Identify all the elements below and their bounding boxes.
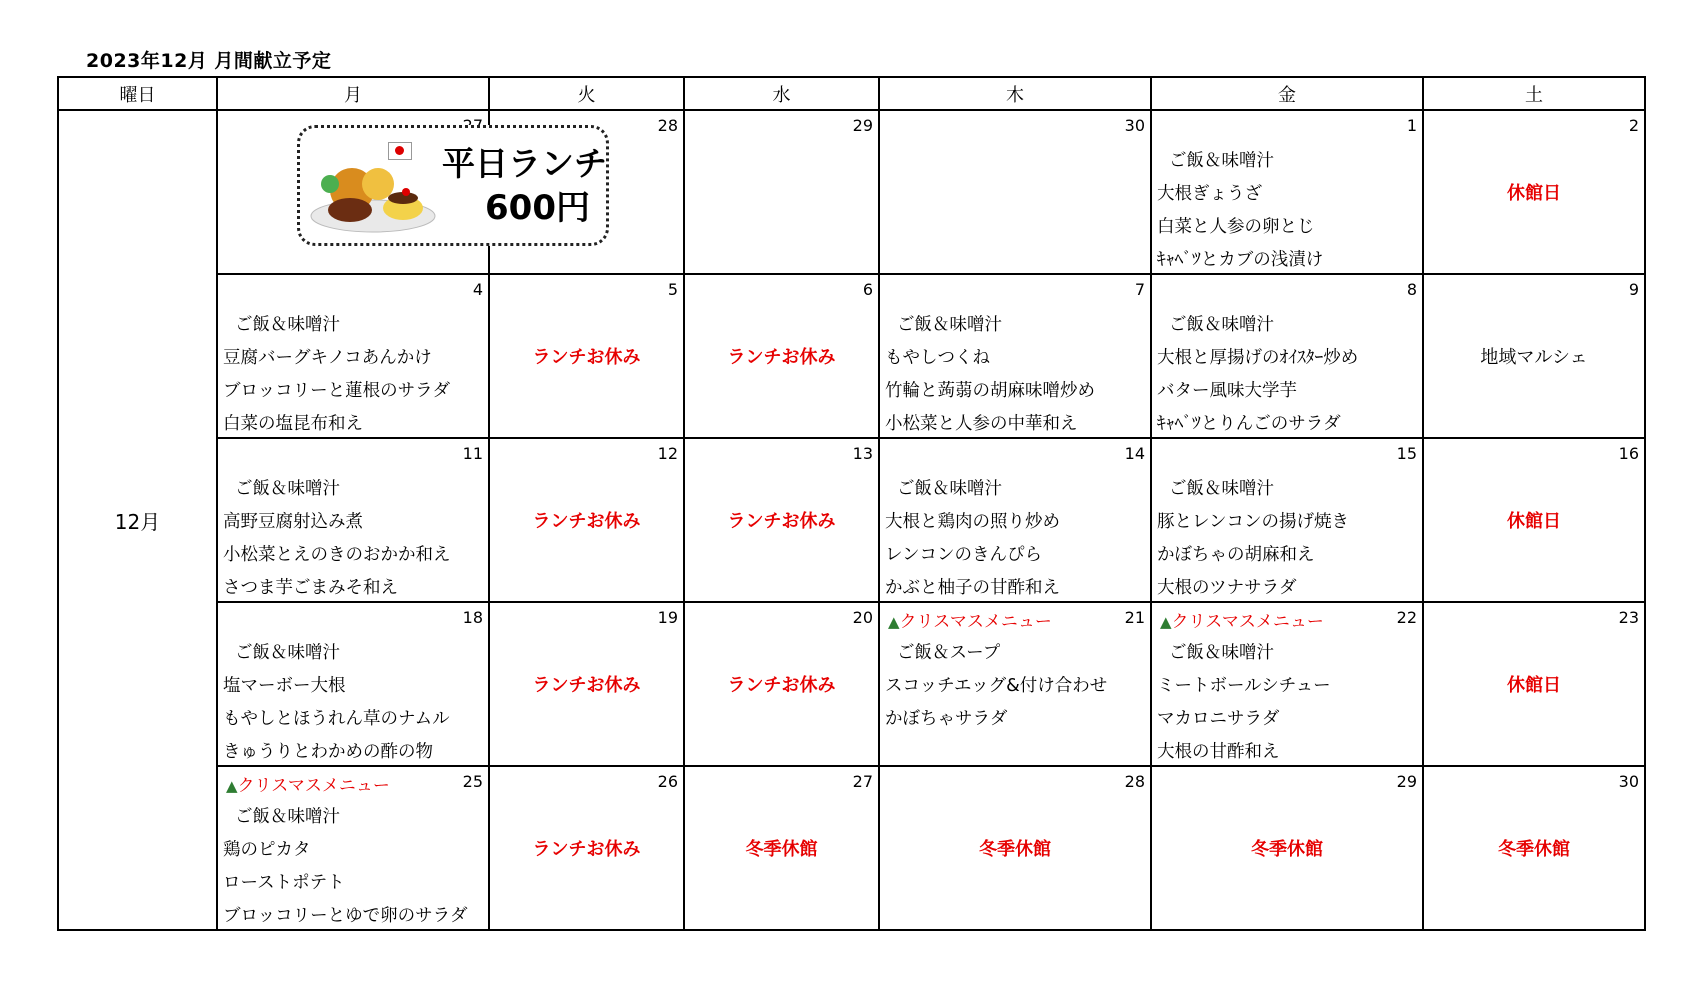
day-cell	[879, 274, 1151, 438]
day-number: 29	[1396, 772, 1417, 791]
day-number: 18	[462, 608, 483, 627]
christmas-menu-label	[888, 607, 1052, 632]
menu-item: 塩マーボー大根	[223, 676, 346, 696]
day-status: 休館日	[1507, 675, 1561, 696]
day-status: 冬季休館	[745, 839, 818, 860]
day-number: 21	[1124, 608, 1145, 627]
menu-item: 大根と鶏肉の照り炒め	[885, 512, 1060, 532]
week-row	[58, 602, 1645, 766]
menu-item: 白菜の塩昆布和え	[223, 414, 363, 434]
header-sat: 土	[1423, 77, 1645, 110]
day-cell	[684, 766, 879, 930]
day-cell	[1423, 274, 1645, 438]
menu-item: ｷｬﾍﾞﾂとカブの浅漬け	[1157, 250, 1324, 270]
sticker-title: 平日ランチ	[442, 144, 607, 183]
day-number: 14	[1124, 444, 1145, 463]
day-cell	[684, 274, 879, 438]
day-cell	[1423, 766, 1645, 930]
day-status: ランチお休み	[532, 675, 641, 696]
day-cell	[1423, 438, 1645, 602]
day-cell	[1151, 766, 1423, 930]
day-cell	[879, 438, 1151, 602]
menu-list	[223, 309, 486, 441]
day-cell	[879, 766, 1151, 930]
header-row	[58, 77, 1645, 110]
header-youbi: 曜日	[58, 77, 217, 110]
menu-item: 小松菜と人参の中華和え	[885, 414, 1078, 434]
menu-list	[1157, 637, 1420, 769]
header-fri: 金	[1151, 77, 1423, 110]
header-tue: 火	[489, 77, 684, 110]
menu-item: マカロニサラダ	[1157, 709, 1280, 729]
day-status: 休館日	[1507, 511, 1561, 532]
day-cell	[1423, 602, 1645, 766]
day-cell	[684, 438, 879, 602]
day-cell	[489, 602, 684, 766]
day-number: 12	[657, 444, 678, 463]
lunch-price-sticker	[297, 125, 609, 246]
day-number: 28	[1124, 772, 1145, 791]
menu-item: さつま芋ごまみそ和え	[223, 578, 398, 598]
menu-item: かぼちゃサラダ	[885, 709, 1008, 729]
page-title: 2023年12月 月間献立予定	[86, 50, 332, 72]
day-number: 27	[852, 772, 873, 791]
menu-item: 大根の甘酢和え	[1157, 742, 1280, 762]
menu-item: ブロッコリーと蓮根のサラダ	[223, 381, 450, 401]
day-cell	[684, 110, 879, 274]
day-status: ランチお休み	[532, 511, 641, 532]
menu-item: 大根のツナサラダ	[1157, 578, 1297, 598]
day-number: 1	[1406, 116, 1417, 135]
week-row	[58, 766, 1645, 930]
menu-list	[885, 637, 1148, 736]
menu-item: ご飯＆味噌汁	[897, 315, 1002, 335]
christmas-menu-label	[226, 771, 390, 796]
day-cell	[879, 110, 1151, 274]
menu-item: きゅうりとわかめの酢の物	[223, 742, 433, 762]
christmas-menu-label	[1160, 607, 1324, 632]
menu-item: スコッチエッグ&付け合わせ	[885, 676, 1108, 696]
header-wed: 水	[684, 77, 879, 110]
week-row	[58, 274, 1645, 438]
day-cell	[489, 438, 684, 602]
day-number: 2	[1628, 116, 1639, 135]
day-status: ランチお休み	[532, 839, 641, 860]
day-number: 30	[1124, 116, 1145, 135]
day-number: 29	[852, 116, 873, 135]
day-cell	[684, 602, 879, 766]
menu-item: ご飯＆味噌汁	[897, 479, 1002, 499]
menu-item: ご飯＆スープ	[897, 643, 1001, 663]
day-cell	[1151, 274, 1423, 438]
menu-item: バター風味大学芋	[1157, 381, 1297, 401]
day-cell	[217, 274, 489, 438]
day-cell	[217, 438, 489, 602]
day-number: 25	[462, 772, 483, 791]
menu-list	[1157, 145, 1420, 277]
menu-item: ご飯＆味噌汁	[1169, 643, 1274, 663]
menu-list	[885, 309, 1148, 441]
day-number: 23	[1618, 608, 1639, 627]
menu-item: 鶏のピカタ	[223, 840, 311, 860]
menu-list	[1157, 473, 1420, 605]
month-label: 12月	[58, 110, 217, 930]
flag-pick-icon	[388, 142, 412, 160]
day-number: 26	[657, 772, 678, 791]
christmas-tree-icon: ▲	[888, 613, 900, 631]
christmas-menu-text: クリスマスメニュー	[237, 776, 390, 796]
menu-item: 白菜と人参の卵とじ	[1157, 217, 1315, 237]
menu-item: ご飯＆味噌汁	[235, 479, 340, 499]
menu-item: ご飯＆味噌汁	[1169, 479, 1274, 499]
menu-item: レンコンのきんぴら	[885, 545, 1043, 565]
menu-list	[223, 473, 486, 605]
day-number: 7	[1134, 280, 1145, 299]
week-row	[58, 438, 1645, 602]
day-number: 8	[1406, 280, 1417, 299]
menu-item: 大根と厚揚げのｵｲｽﾀｰ炒め	[1157, 348, 1359, 368]
day-number: 13	[852, 444, 873, 463]
day-cell	[217, 602, 489, 766]
menu-item: ブロッコリーとゆで卵のサラダ	[223, 906, 468, 926]
menu-list	[223, 801, 486, 933]
menu-item: かぼちゃの胡麻和え	[1157, 545, 1315, 565]
menu-item: もやしつくね	[885, 348, 990, 368]
menu-item: ｷｬﾍﾞﾂとりんごのサラダ	[1157, 414, 1341, 434]
menu-calendar	[57, 76, 1646, 931]
day-number: 20	[852, 608, 873, 627]
menu-item: ご飯＆味噌汁	[1169, 151, 1274, 171]
menu-item: 高野豆腐射込み煮	[223, 512, 363, 532]
header-thu: 木	[879, 77, 1151, 110]
day-number: 22	[1396, 608, 1417, 627]
day-number: 30	[1618, 772, 1639, 791]
day-status: ランチお休み	[727, 511, 836, 532]
menu-item: 大根ぎょうざ	[1157, 184, 1262, 204]
lunch-plate-icon	[308, 148, 438, 240]
day-cell	[1423, 110, 1645, 274]
day-cell	[1151, 110, 1423, 274]
menu-list	[223, 637, 486, 769]
menu-item: ミートボールシチュー	[1157, 676, 1331, 696]
menu-item: ご飯＆味噌汁	[235, 807, 340, 827]
day-number: 4	[472, 280, 483, 299]
christmas-menu-text: クリスマスメニュー	[1171, 612, 1324, 632]
day-status: 冬季休館	[979, 839, 1051, 860]
day-status: 休館日	[1507, 183, 1561, 204]
day-number: 28	[657, 116, 678, 135]
menu-list	[885, 473, 1148, 605]
day-number: 6	[862, 280, 873, 299]
christmas-tree-icon: ▲	[226, 777, 238, 795]
day-cell	[489, 274, 684, 438]
header-mon: 月	[217, 77, 489, 110]
day-number: 15	[1396, 444, 1417, 463]
day-cell	[879, 602, 1151, 766]
day-cell	[489, 766, 684, 930]
day-number: 16	[1618, 444, 1639, 463]
menu-list	[1157, 309, 1420, 441]
day-status: ランチお休み	[727, 347, 836, 368]
menu-item: 豆腐バーグキノコあんかけ	[223, 348, 432, 368]
day-cell	[217, 766, 489, 930]
menu-item: 竹輪と蒟蒻の胡麻味噌炒め	[885, 381, 1095, 401]
menu-item: ご飯＆味噌汁	[235, 643, 340, 663]
christmas-tree-icon: ▲	[1160, 613, 1172, 631]
day-status: 地域マルシェ	[1480, 347, 1588, 368]
day-number: 11	[462, 444, 483, 463]
day-cell	[1151, 602, 1423, 766]
day-number: 19	[657, 608, 678, 627]
day-status: ランチお休み	[727, 675, 836, 696]
day-number: 5	[667, 280, 678, 299]
menu-item: ローストポテト	[223, 873, 345, 893]
menu-item: 小松菜とえのきのおかか和え	[223, 545, 451, 565]
day-cell	[1151, 438, 1423, 602]
day-status: 冬季休館	[1498, 839, 1570, 860]
menu-item: もやしとほうれん草のナムル	[223, 709, 450, 729]
day-status: 冬季休館	[1251, 839, 1323, 860]
menu-item: ご飯＆味噌汁	[1169, 315, 1274, 335]
christmas-menu-text: クリスマスメニュー	[899, 612, 1052, 632]
menu-item: 豚とレンコンの揚げ焼き	[1157, 512, 1350, 532]
sticker-price: 600円	[485, 188, 590, 228]
menu-item: ご飯＆味噌汁	[235, 315, 340, 335]
day-status: ランチお休み	[532, 347, 641, 368]
day-number: 9	[1628, 280, 1639, 299]
menu-item: かぶと柚子の甘酢和え	[885, 578, 1060, 598]
